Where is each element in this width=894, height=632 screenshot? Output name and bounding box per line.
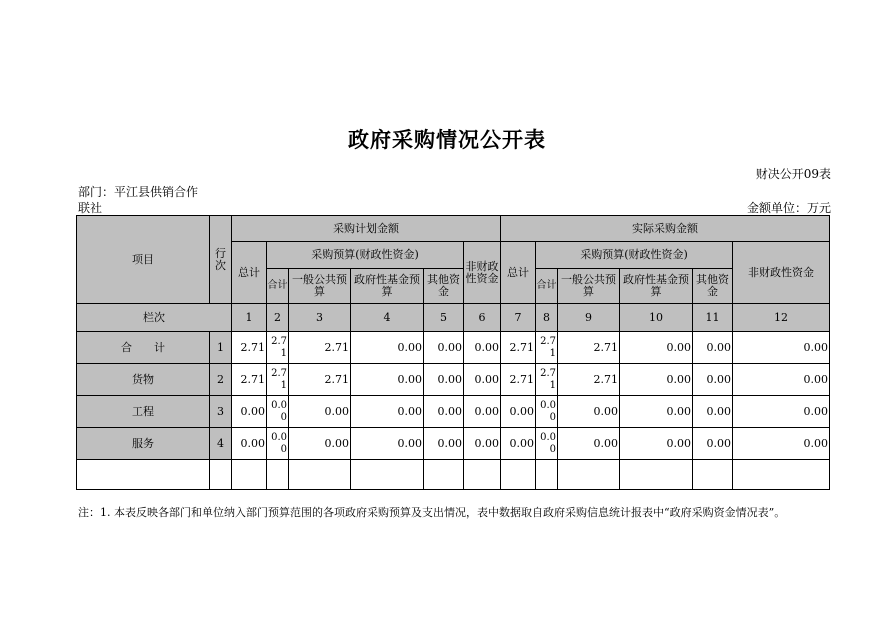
header-actual-amount: 实际采购金额	[501, 216, 830, 242]
column-index: 1	[232, 304, 267, 332]
cell-value: 0.00	[232, 396, 267, 428]
column-index: 3	[289, 304, 351, 332]
form-code: 财决公开09表	[755, 167, 831, 181]
cell-value: 2.71	[267, 364, 289, 396]
cell-value: 0.00	[289, 396, 351, 428]
cell-value: 2.71	[536, 364, 558, 396]
cell-value: 0.00	[693, 396, 733, 428]
cell-value: 0.00	[424, 332, 464, 364]
page-title: 政府采购情况公开表	[348, 127, 546, 152]
cell-value: 2.71	[558, 332, 620, 364]
row-name: 合 计	[77, 332, 210, 364]
cell-value: 0.00	[693, 364, 733, 396]
cell-value: 2.71	[232, 364, 267, 396]
column-index: 12	[733, 304, 830, 332]
cell-value: 0.00	[558, 396, 620, 428]
header-actual-gov-fund: 政府性基金预算	[620, 269, 693, 304]
cell-value: 0.00	[464, 396, 501, 428]
cell-value: 0.00	[536, 396, 558, 428]
cell-value: 0.00	[501, 396, 536, 428]
cell-value: 0.00	[267, 428, 289, 460]
cell-value: 0.00	[464, 364, 501, 396]
row-line-no: 3	[210, 396, 232, 428]
header-actual-subtotal: 合计	[536, 269, 558, 304]
cell-value: 0.00	[501, 428, 536, 460]
row-line-no: 1	[210, 332, 232, 364]
header-plan-subtotal: 合计	[267, 269, 289, 304]
header-row-no: 行次	[210, 216, 232, 304]
cell-value: 2.71	[267, 332, 289, 364]
column-index: 4	[351, 304, 424, 332]
column-index: 9	[558, 304, 620, 332]
column-index: 6	[464, 304, 501, 332]
table-row	[77, 332, 830, 364]
row-line-no: 4	[210, 428, 232, 460]
header-actual-other-fund: 其他资金	[693, 269, 733, 304]
table-row	[77, 428, 830, 460]
table-row	[77, 396, 830, 428]
table-row	[77, 364, 830, 396]
cell-value: 0.00	[620, 428, 693, 460]
column-index: 11	[693, 304, 733, 332]
cell-value: 0.00	[620, 332, 693, 364]
cell-value: 2.71	[289, 332, 351, 364]
cell-value: 2.71	[536, 332, 558, 364]
row-line-no: 2	[210, 364, 232, 396]
header-plan-other-fund: 其他资金	[424, 269, 464, 304]
cell-value: 0.00	[558, 428, 620, 460]
header-actual-total: 总计	[501, 242, 536, 304]
cell-value: 0.00	[693, 332, 733, 364]
column-index: 5	[424, 304, 464, 332]
cell-value: 0.00	[351, 396, 424, 428]
header-actual-non-fiscal: 非财政性资金	[733, 242, 830, 304]
cell-value: 0.00	[733, 396, 830, 428]
empty-row	[77, 460, 830, 490]
cell-value: 0.00	[733, 428, 830, 460]
cell-value: 0.00	[267, 396, 289, 428]
header-plan-general-budget: 一般公共预算	[289, 269, 351, 304]
footnote: 注：1. 本表反映各部门和单位纳入部门预算范围的各项政府采购预算及支出情况，表中数据取自政府采购信息统计报表中“政府采购资金情况表”。	[78, 506, 786, 519]
row-name: 货物	[77, 364, 210, 396]
column-index: 2	[267, 304, 289, 332]
header-plan-amount: 采购计划金额	[232, 216, 501, 242]
column-index: 10	[620, 304, 693, 332]
header-plan-budget: 采购预算(财政性资金)	[267, 242, 464, 269]
cell-value: 2.71	[289, 364, 351, 396]
cell-value: 0.00	[464, 332, 501, 364]
cell-value: 0.00	[733, 364, 830, 396]
cell-value: 2.71	[232, 332, 267, 364]
cell-value: 0.00	[289, 428, 351, 460]
header-plan-non-fiscal: 非财政性资金	[464, 242, 501, 304]
header-item: 项目	[77, 216, 210, 304]
cell-value: 0.00	[351, 332, 424, 364]
cell-value: 0.00	[733, 332, 830, 364]
department-label: 部门：平江县供销合作	[78, 185, 199, 199]
cell-value: 0.00	[536, 428, 558, 460]
cell-value: 0.00	[424, 428, 464, 460]
cell-value: 0.00	[424, 364, 464, 396]
header-plan-total: 总计	[232, 242, 267, 304]
column-index: 8	[536, 304, 558, 332]
cell-value: 2.71	[501, 364, 536, 396]
column-index: 7	[501, 304, 536, 332]
department-label-continued: 联社	[78, 201, 103, 215]
amount-unit: 金额单位：万元	[746, 201, 831, 215]
cell-value: 0.00	[464, 428, 501, 460]
cell-value: 2.71	[501, 332, 536, 364]
header-plan-gov-fund: 政府性基金预算	[351, 269, 424, 304]
procurement-table	[76, 215, 830, 490]
cell-value: 0.00	[620, 364, 693, 396]
cell-value: 0.00	[693, 428, 733, 460]
row-name: 服务	[77, 428, 210, 460]
header-actual-general-budget: 一般公共预算	[558, 269, 620, 304]
cell-value: 0.00	[351, 428, 424, 460]
cell-value: 0.00	[351, 364, 424, 396]
cell-value: 0.00	[232, 428, 267, 460]
column-index-label: 栏次	[77, 304, 232, 332]
header-actual-budget: 采购预算(财政性资金)	[536, 242, 733, 269]
cell-value: 0.00	[424, 396, 464, 428]
cell-value: 0.00	[620, 396, 693, 428]
row-name: 工程	[77, 396, 210, 428]
cell-value: 2.71	[558, 364, 620, 396]
